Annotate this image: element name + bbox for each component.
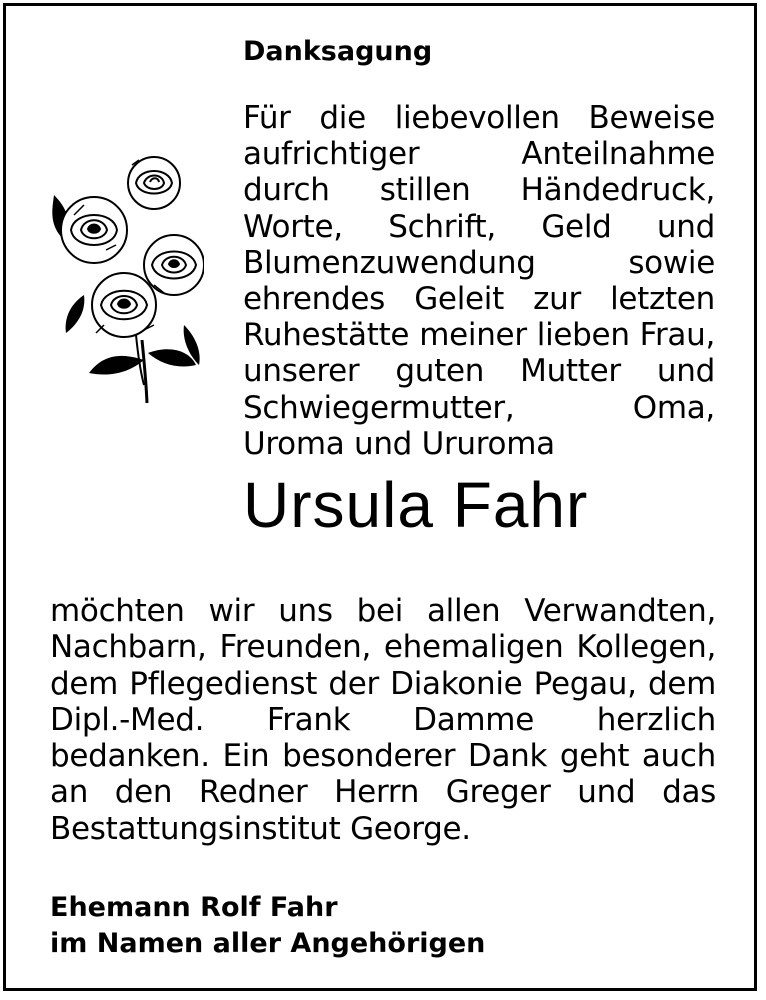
intro-text: Für die liebevollen Beweise aufrichtiger Anteilnahme durch stillen Händedruck, Worte, Schrift, Geld und Blumenzuwendung sowie ehrendes Geleit zur letzten Ruhestätte meiner lieben Frau, unserer guten Mutter und Schwiegermutter, Oma, Uroma und Ururoma bbox=[243, 100, 715, 462]
notice-heading: Danksagung bbox=[243, 36, 433, 67]
thanks-text: möchten wir uns bei allen Verwandten, Nachbarn, Freunden, ehemaligen Kollegen, dem Pflegedienst der Diakonie Pegau, dem Dipl.-Med. Frank Damme herzlich bedanken. Ein besonderer Dank geht auch an den Redner Herrn Greger und das Bestattungsinstitut George. bbox=[50, 593, 716, 847]
signature-line-2: im Namen aller Angehörigen bbox=[50, 928, 486, 959]
signature-line-1: Ehemann Rolf Fahr bbox=[50, 892, 338, 923]
signature bbox=[50, 890, 485, 962]
deceased-name: Ursula Fahr bbox=[243, 469, 589, 541]
roses-bouquet-icon bbox=[44, 155, 204, 405]
